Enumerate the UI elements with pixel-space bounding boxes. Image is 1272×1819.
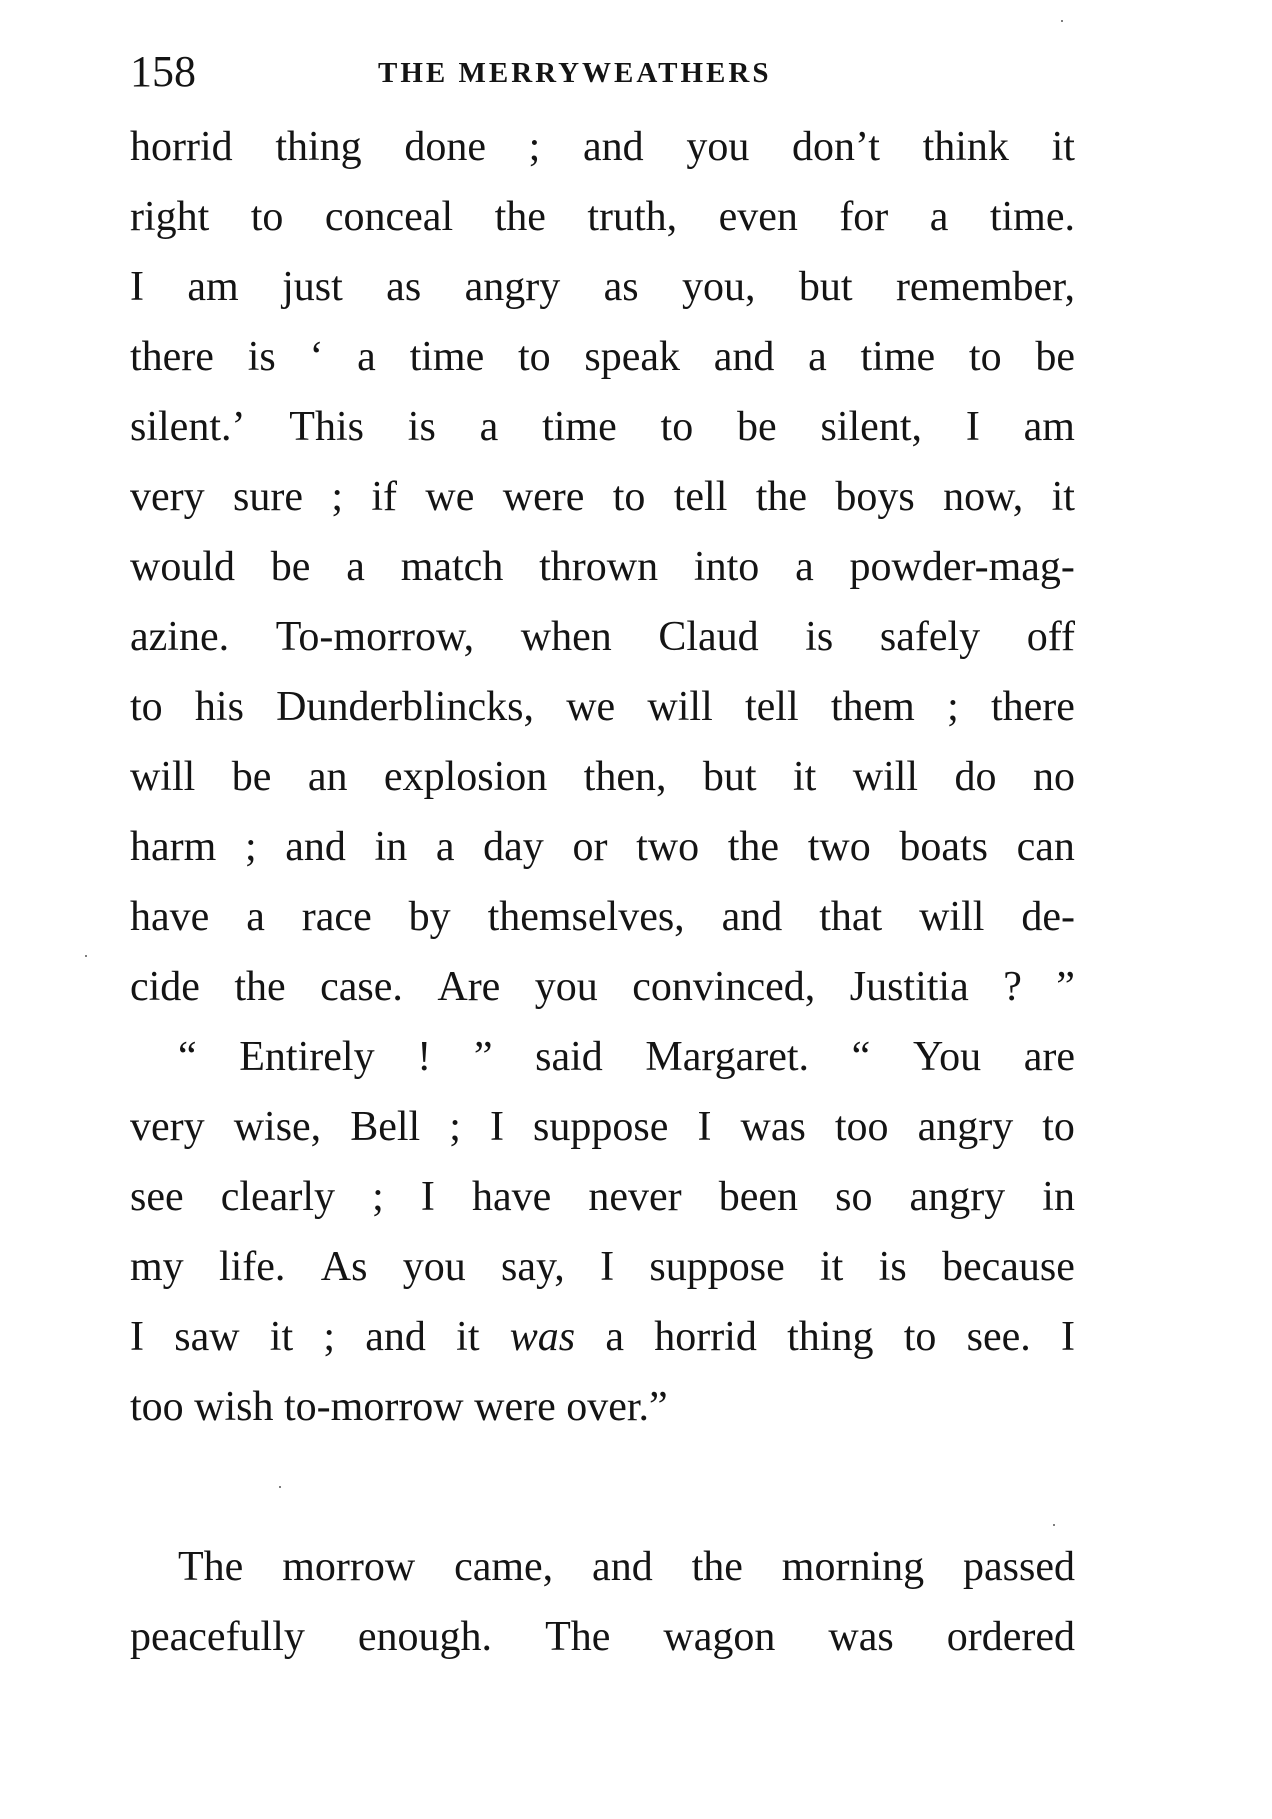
text-line (130, 1092, 1075, 1162)
word: you (534, 964, 598, 1010)
word: “ (851, 1034, 871, 1080)
word: right (130, 194, 210, 240)
word: and (721, 894, 783, 940)
word: the (234, 964, 286, 1010)
word: then, (583, 754, 667, 800)
word: cide (130, 964, 200, 1010)
word: Entirely (239, 1034, 375, 1080)
word: will (130, 754, 196, 800)
word: it (1051, 474, 1075, 520)
word: The (178, 1544, 244, 1590)
word: to (660, 404, 694, 450)
word: ; (449, 1104, 461, 1150)
word: angry (917, 1104, 1014, 1150)
word: will (647, 684, 713, 730)
word: will (852, 754, 919, 800)
word: a (246, 894, 265, 940)
word: are (1023, 1034, 1075, 1080)
word: to (130, 684, 163, 730)
word: morning (781, 1544, 925, 1590)
word: two (807, 824, 871, 870)
text-line (130, 532, 1075, 602)
word: now, (943, 474, 1024, 520)
word: As (320, 1244, 368, 1290)
word: that (819, 894, 883, 940)
word: in (374, 824, 408, 870)
word: see. (966, 1314, 1031, 1360)
word: do (954, 754, 997, 800)
word: time (542, 404, 617, 450)
word: the (691, 1544, 743, 1590)
word: the (727, 824, 780, 870)
word: speak (584, 334, 680, 380)
word: a (795, 544, 814, 590)
word: will (919, 894, 985, 940)
word: said (535, 1034, 603, 1080)
word: ; (528, 124, 541, 170)
word: I (965, 404, 980, 450)
word: ‘ (309, 334, 324, 380)
word: I (130, 1314, 144, 1360)
word: time. (989, 194, 1075, 240)
word: time (409, 334, 485, 380)
body-text (130, 112, 1075, 1442)
word: it (820, 1244, 844, 1290)
word: or (572, 824, 608, 870)
word: for (839, 194, 889, 240)
text-line (130, 182, 1075, 252)
word: think (922, 124, 1009, 170)
word: and (365, 1314, 426, 1360)
word: truth, (587, 194, 678, 240)
word: is (407, 404, 436, 450)
word: “ (178, 1034, 197, 1080)
word: ; (331, 474, 344, 520)
text-line (130, 462, 1075, 532)
word: came, (454, 1544, 554, 1590)
word: to (968, 334, 1002, 380)
text-line (130, 252, 1075, 322)
word: azine. (130, 614, 230, 660)
word: is (805, 614, 834, 660)
text-line (130, 882, 1075, 952)
word: case. (320, 964, 403, 1010)
word: powder-mag- (849, 544, 1075, 590)
word: you (402, 1244, 466, 1290)
word: as (386, 264, 422, 310)
word: match (400, 544, 504, 590)
word: thing (275, 124, 362, 170)
word: morrow (282, 1544, 416, 1590)
word: into (693, 544, 760, 590)
word: to (612, 474, 646, 520)
word: themselves, (487, 894, 685, 940)
word: suppose (649, 1244, 785, 1290)
text-line (130, 672, 1075, 742)
word: a (808, 334, 827, 380)
word: and (592, 1544, 653, 1590)
word: a (435, 824, 455, 870)
word: sure (233, 474, 303, 520)
word: to (903, 1314, 937, 1360)
word: wagon (663, 1614, 776, 1660)
word: ! (417, 1034, 432, 1080)
word: tell (744, 684, 799, 730)
word: even (718, 194, 798, 240)
word: two (636, 824, 700, 870)
word: life. (218, 1244, 286, 1290)
word: and (285, 824, 346, 870)
word: explosion (383, 754, 548, 800)
word: I (130, 264, 144, 310)
text-line (130, 1532, 1075, 1602)
word: passed (963, 1544, 1075, 1590)
word: and (713, 334, 775, 380)
word: peacefully (130, 1614, 305, 1660)
word: you, (681, 264, 756, 310)
word: been (718, 1174, 798, 1220)
word: harm (130, 824, 217, 870)
word: be (1035, 334, 1075, 380)
word: boats (899, 824, 988, 870)
word: is (878, 1244, 907, 1290)
text-line (130, 1232, 1075, 1302)
word: safely (879, 614, 981, 660)
word: when (520, 614, 612, 660)
word: was (509, 1314, 576, 1360)
word: it (1051, 124, 1075, 170)
word: ; (372, 1174, 384, 1220)
word: enough. (357, 1614, 493, 1660)
word: Dunderblincks, (276, 684, 534, 730)
word: you (686, 124, 750, 170)
word: Bell (350, 1104, 421, 1150)
word: we (566, 684, 616, 730)
word: see (130, 1174, 184, 1220)
word: am (1023, 404, 1075, 450)
word: time (860, 334, 936, 380)
word: This (289, 404, 364, 450)
word: ” (1056, 964, 1075, 1010)
word: we (425, 474, 475, 520)
word: horrid (130, 124, 233, 170)
page-number: 158 (130, 47, 196, 96)
word: very (130, 474, 205, 520)
word: I (420, 1174, 435, 1220)
word: and (583, 124, 644, 170)
text-line (130, 392, 1075, 462)
word: it (269, 1314, 294, 1360)
word: the (494, 194, 546, 240)
word: horrid (654, 1314, 757, 1360)
word: wise, (233, 1104, 322, 1150)
word: have (471, 1174, 552, 1220)
word: Justitia (849, 964, 969, 1010)
word: de- (1021, 894, 1075, 940)
word: to (250, 194, 284, 240)
word: I (490, 1104, 504, 1150)
word: have (130, 894, 210, 940)
word: if (371, 474, 398, 520)
word: thrown (539, 544, 659, 590)
word: silent.’ (130, 404, 246, 450)
word: ” (473, 1034, 493, 1080)
word: off (1026, 614, 1075, 660)
word: Margaret. (645, 1034, 810, 1080)
word: but (702, 754, 757, 800)
word: my (130, 1244, 184, 1290)
text-line (130, 602, 1075, 672)
word: don’t (792, 124, 880, 170)
word: Claud (658, 614, 759, 660)
word: a (929, 194, 949, 240)
word: would (130, 544, 235, 590)
word: convinced, (632, 964, 816, 1010)
word: very (130, 1104, 205, 1150)
word: race (301, 894, 372, 940)
text-line (130, 1162, 1075, 1232)
text-line (130, 1302, 1075, 1372)
word: conceal (324, 194, 454, 240)
word: be (270, 544, 311, 590)
word: say, (501, 1244, 565, 1290)
word: it (456, 1314, 480, 1360)
text-line (130, 742, 1075, 812)
text-line (130, 812, 1075, 882)
word: were (502, 474, 585, 520)
word: I (1060, 1314, 1075, 1360)
word: can (1016, 824, 1075, 870)
text-line (130, 112, 1075, 182)
word: it (793, 754, 817, 800)
paper-speck (279, 1486, 281, 1488)
word: as (603, 264, 639, 310)
word: ; (323, 1314, 336, 1360)
word: am (187, 264, 239, 310)
word: them (830, 684, 915, 730)
word: a (357, 334, 376, 380)
word: remember, (895, 264, 1075, 310)
word: saw (174, 1314, 240, 1360)
word: be (737, 404, 777, 450)
text-line (130, 952, 1075, 1022)
paper-speck (85, 955, 87, 957)
word: but (798, 264, 853, 310)
word: no (1032, 754, 1075, 800)
word: because (941, 1244, 1075, 1290)
word: Are (437, 964, 501, 1010)
word: silent, (820, 404, 922, 450)
word: clearly (220, 1174, 335, 1220)
word: so (835, 1174, 873, 1220)
running-head: THE MERRYWEATHERS (378, 57, 772, 89)
word: angry (464, 264, 561, 310)
word: just (282, 264, 343, 310)
word: never (588, 1174, 682, 1220)
word: is (247, 334, 276, 380)
word: to (517, 334, 551, 380)
text-line: too wish to-morrow were over.” (130, 1384, 668, 1430)
word: boys (835, 474, 915, 520)
word: suppose (533, 1104, 669, 1150)
word: ? (1003, 964, 1022, 1010)
paper-speck (1061, 20, 1063, 22)
word: I (697, 1104, 712, 1150)
text-line (130, 1022, 1075, 1092)
word: The (545, 1614, 611, 1660)
word: To-morrow, (275, 614, 475, 660)
word: a (479, 404, 499, 450)
word: was (828, 1614, 894, 1660)
word: ordered (946, 1614, 1075, 1660)
word: an (307, 754, 348, 800)
text-line (130, 322, 1075, 392)
page-header (130, 42, 1080, 102)
word: a (605, 1314, 624, 1360)
word: a (346, 544, 365, 590)
word: his (194, 684, 244, 730)
word: there (130, 334, 214, 380)
word: too (834, 1104, 889, 1150)
word: ; (947, 684, 959, 730)
word: the (755, 474, 808, 520)
word: by (408, 894, 451, 940)
next-section-text (130, 1532, 1075, 1672)
text-line (130, 1602, 1075, 1672)
word: in (1042, 1174, 1075, 1220)
paper-speck (1053, 1524, 1055, 1526)
word: angry (909, 1174, 1006, 1220)
word: thing (787, 1314, 874, 1360)
word: was (740, 1104, 806, 1150)
word: You (912, 1034, 982, 1080)
word: there (991, 684, 1075, 730)
word: tell (673, 474, 728, 520)
word: I (600, 1244, 615, 1290)
word: ; (244, 824, 257, 870)
word: to (1042, 1104, 1075, 1150)
word: done (404, 124, 486, 170)
word: be (231, 754, 272, 800)
word: day (483, 824, 544, 870)
